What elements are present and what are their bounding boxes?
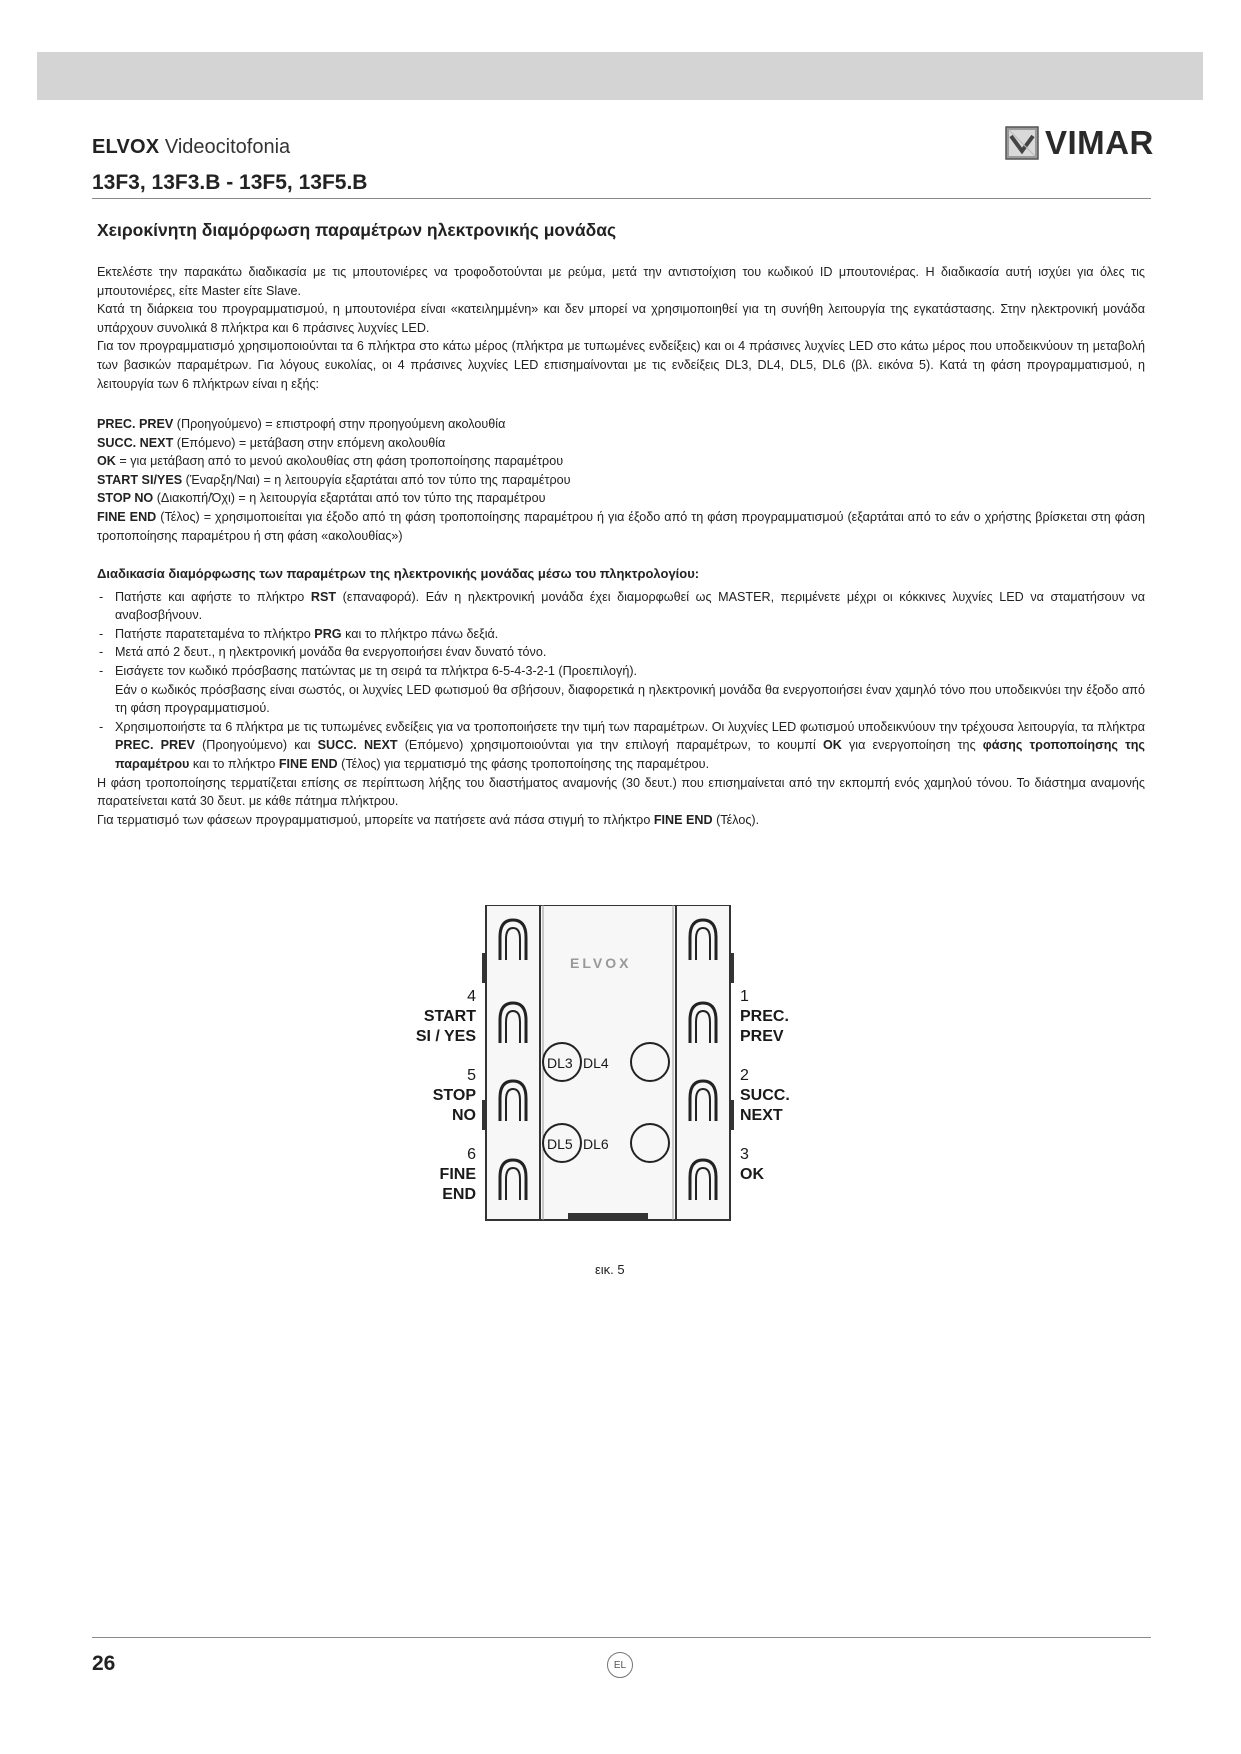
vimar-mark-icon [1005,126,1039,160]
intro-paragraph: Κατά τη διάρκεια του προγραμματισμού, η μπουτονιέρα είναι «κατειλημμένη» και δεν μπορεί να χρησιμοποιηθεί για τη συνήθη λειτουργία της εγκατάστασης. Στην ηλεκτρονική μονάδα υπάρχουν συνολικά 8 πλήκτρα και 6 πράσινες λυχνίες LED. [97,302,1145,335]
key-desc: (Επόμενο) = μετάβαση στην επόμενη ακολουθία [173,435,446,450]
key-label-line: STOP [432,1087,476,1104]
model-title: 13F3, 13F3.B - 13F5, 13F5.B [92,171,368,194]
page-number: 26 [92,1652,116,1675]
key-item [97,471,1145,490]
step-text: για ενεργοποίηση της [841,738,983,753]
list-item [97,718,1145,774]
key-name: FINE END [97,509,157,524]
key-number: 6 [467,1146,476,1163]
key-desc: (Διακοπή/Όχι) = η λειτουργία εξαρτάται από τον τύπο της παραμέτρου [153,491,546,506]
step-key: PRG [314,626,342,641]
list-item [97,588,1145,625]
header-divider [92,198,1151,199]
key-name: START SI/YES [97,472,183,487]
step-key: FINE END [278,756,338,771]
procedure-steps [97,588,1145,774]
key-name: STOP NO [97,491,154,506]
key-number: 5 [467,1067,476,1084]
step-text: (Τέλος) για τερματισμό της φάσης τροποποίησης της παραμέτρου. [337,756,710,771]
step-text: και το πλήκτρο [189,756,279,771]
language-badge: EL [607,1652,633,1678]
step-key: RST [310,589,337,604]
note-key: FINE END [653,812,713,827]
key-label-4 [380,987,476,1047]
step-key: OK [822,738,842,753]
key-name: SUCC. NEXT [97,435,174,450]
step-text: (Επόμενο) χρησιμοποιούνται για την επιλογή παραμέτρων, το κουμπί [397,738,823,753]
procedure-note: Η φάση τροποποίησης τερματίζεται επίσης σε περίπτωση λήξης του διαστήματος αναμονής (30 δευτ.) που επισημαίνεται από την εκπομπή ενός χαμηλού τόνου. Το διάστημα αναμονής παρατείνεται κατά 30 δευτ. με κάθε πάτημα πλήκτρου. [97,775,1145,809]
key-label-line: OK [740,1166,764,1183]
step-key: PREC. PREV [115,738,195,753]
panel-logo: ELVOX [570,955,632,971]
key-label-line: START [423,1008,476,1025]
key-functions-list [97,415,1145,545]
vimar-logo [1005,124,1154,162]
key-label-line: PREC. [740,1008,789,1025]
top-gray-band [37,52,1203,100]
intro-text [97,263,1145,393]
key-name: PREC. PREV [97,417,174,431]
key-label-2 [740,1066,850,1126]
key-item [97,508,1145,545]
key-label-line: NO [452,1107,476,1124]
footer-divider [92,1637,1151,1638]
step-text: (Προηγούμενο) και [194,738,318,753]
step-text: (επαναφορά). Εάν η ηλεκτρονική μονάδα έχει διαμορφωθεί ως MASTER, περιμένετε μέχρι οι κόκκινες λυχνίες LED να σταματήσουν να αναβοσβήνουν. [115,589,1145,623]
led-label-dl3: DL3 [547,1055,573,1071]
vimar-logo-text: VIMAR [1045,124,1154,161]
key-number: 3 [740,1146,749,1163]
key-desc: (Έναρξη/Ναι) = η λειτουργία εξαρτάται από τον τύπο της παραμέτρου [182,472,571,487]
procedure-title: Διαδικασία διαμόρφωσης των παραμέτρων της ηλεκτρονικής μονάδας μέσω του πληκτρολογίου: [97,566,700,581]
step-text: Πατήστε παρατεταμένα το πλήκτρο [115,626,315,641]
figure-caption: εικ. 5 [595,1262,625,1277]
key-number: 2 [740,1067,749,1084]
note-text: (Τέλος). [712,812,760,827]
key-item [97,434,1145,453]
key-item [97,415,1145,434]
intro-paragraph: Εκτελέστε την παρακάτω διαδικασία με τις μπουτονιέρες να τροφοδοτούνται με ρεύμα, μετά την αντιστοίχιση του κωδικού ID μπουτονιέρας. Η διαδικασία αυτή ισχύει για όλες τις μπουτονιέρες, είτε Master είτε Slave. [97,265,1145,298]
key-label-1 [740,987,850,1047]
note-text: Για τερματισμό των φάσεων προγραμματισμού, μπορείτε να πατήσετε ανά πάσα στιγμή το πλήκτρο [97,812,654,827]
key-item [97,452,1145,471]
step-text: Εάν ο κωδικός πρόσβασης είναι σωστός, οι λυχνίες LED φωτισμού θα σβήσουν, διαφορετικά η ηλεκτρονική μονάδα θα ενεργοποιήσει έναν χαμηλό τόνο που υποδεικνύει την έξοδο από τη φάση προγραμματισμού. [115,682,1145,716]
procedure-note [97,811,1145,830]
step-key: SUCC. NEXT [317,738,398,753]
brand-subtitle: Videocitofonia [164,136,291,158]
section-title: Χειροκίνητη διαμόρφωση παραμέτρων ηλεκτρονικής μονάδας [97,220,617,240]
step-key: φάσης τροποποίησης της παραμέτρου [115,738,1145,771]
key-number: 4 [467,988,476,1005]
list-item: - Μετά από 2 δευτ., η ηλεκτρονική μονάδα θα ενεργοποιήσει έναν δυνατό τόνο. [97,643,1145,662]
brand-title [92,136,290,159]
led-label-dl5: DL5 [547,1136,573,1152]
step-text: Εισάγετε τον κωδικό πρόσβασης πατώντας με τη σειρά τα πλήκτρα 6-5-4-3-2-1 (Προεπιλογή). [115,663,638,678]
list-item [97,662,1145,718]
key-item [97,489,1145,508]
key-label-line: NEXT [740,1107,783,1124]
key-desc: (Προηγούμενο) = επιστροφή στην προηγούμενη ακολουθία [173,417,506,431]
list-item [97,625,1145,644]
key-number: 1 [740,988,749,1005]
procedure-section [97,565,1145,829]
key-label-line: END [442,1186,476,1203]
key-label-line: SUCC. [740,1087,790,1104]
key-label-line: FINE [439,1166,476,1183]
key-name: OK [97,454,116,469]
key-label-6 [380,1145,476,1205]
led-label-dl6: DL6 [583,1136,609,1152]
step-text: Πατήστε και αφήστε το πλήκτρο [115,589,311,604]
step-text: Χρησιμοποιήστε τα 6 πλήκτρα με τις τυπωμένες ενδείξεις για να τροποποιήσετε την τιμή των παραμέτρων. Οι λυχνίες LED φωτισμού υποδεικνύουν την τρέχουσα λειτουργία, τα πλήκτρα [115,719,1145,734]
brand-bold: ELVOX [92,136,160,158]
key-label-line: PREV [740,1028,784,1045]
key-desc: (Τέλος) = χρησιμοποιείται για έξοδο από τη φάση τροποποίησης παραμέτρου ή για έξοδο από τη φάση προγραμματισμού (εξαρτάται από το εάν ο χρήστης βρίσκεται στη φάση τροποποίησης παραμέτρου ή στη φάση «ακολουθίας») [97,509,1145,543]
key-desc: = για μετάβαση από το μενού ακολουθίας στη φάση τροποποίησης παραμέτρου [115,454,564,469]
led-label-dl4: DL4 [583,1055,609,1071]
key-label-5 [380,1066,476,1126]
step-text: και το πλήκτρο πάνω δεξιά. [341,626,499,641]
intro-paragraph: Για τον προγραμματισμό χρησιμοποιούνται τα 6 πλήκτρα στο κάτω μέρος (πλήκτρα με τυπωμένες ενδείξεις) και οι 4 πράσινες λυχνίες LED στο κάτω μέρος που υποδεικνύουν τη μεταβολή των βασικών παραμέτρων. Για λόγους ευκολίας, οι 4 πράσινες λυχνίες LED επισημαίνονται με τις ενδείξεις DL3, DL4, DL5, DL6 (βλ. εικόνα 5). Κατά τη φάση προγραμματισμού, η λειτουργία των 6 πλήκτρων είναι η εξής: [97,339,1145,391]
keypad-figure [380,905,860,1235]
key-label-line: SI / YES [415,1028,476,1045]
key-label-3 [740,1145,850,1185]
